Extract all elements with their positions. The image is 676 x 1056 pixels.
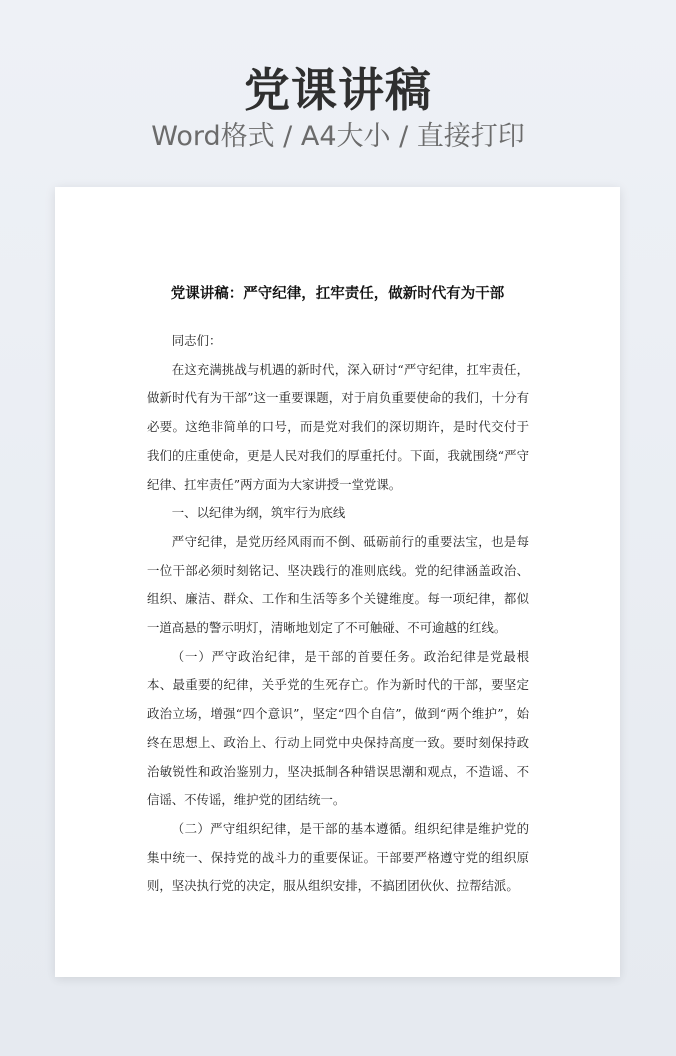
intro-paragraph: 在这充满挑战与机遇的新时代，深入研讨“严守纪律，扛牢责任，做新时代有为干部”这一重要课题，对于肩负重要使命的我们，十分有必要。这绝非简单的口号，而是党对我们的深切期许，是时代交付于我们的庄重使命，更是人民对我们的厚重托付。下面，我就围绕“严守纪律、扛牢责任”两方面为大家讲授一堂党课。 [147, 361, 529, 492]
subsection-paragraph-political: （一）严守政治纪律，是干部的首要任务。政治纪律是党最根本、最重要的纪律，关乎党的生死存亡。作为新时代的干部，要坚定政治立场，增强“四个意识”，坚定“四个自信”，做到“两个维护”，始终在思想上、政治上、行动上同党中央保持高度一致。要时刻保持政治敏锐性和政治鉴别力，坚决抵制各种错误思潮和观点，不造谣、不信谣、不传谣，维护党的团结统一。 [147, 648, 529, 808]
document-page [55, 187, 620, 977]
section-heading: 一、以纪律为纲，筑牢行为底线 [171, 505, 346, 521]
salutation-paragraph: 同志们： [171, 333, 222, 348]
document-title: 党课讲稿：严守纪律，扛牢责任，做新时代有为干部 [170, 285, 505, 302]
banner-subtitle: Word格式 / A4大小 / 直接打印 [151, 121, 525, 152]
body-paragraph: 严守纪律，是党历经风雨而不倒、砥砺前行的重要法宝，也是每一位干部必须时刻铭记、坚决践行的准则底线。党的纪律涵盖政治、组织、廉洁、群众、工作和生活等多个关键维度。每一项纪律，都似一道高悬的警示明灯，清晰地划定了不可触碰、不可逾越的红线。 [147, 533, 529, 636]
document-body [147, 327, 529, 901]
banner-title: 党课讲稿 [244, 63, 432, 117]
subsection-paragraph-organizational: （二）严守组织纪律，是干部的基本遵循。组织纪律是维护党的集中统一、保持党的战斗力的重要保证。干部要严格遵守党的组织原则，坚决执行党的决定，服从组织安排，不搞团团伙伙、拉帮结派。 [147, 820, 529, 894]
